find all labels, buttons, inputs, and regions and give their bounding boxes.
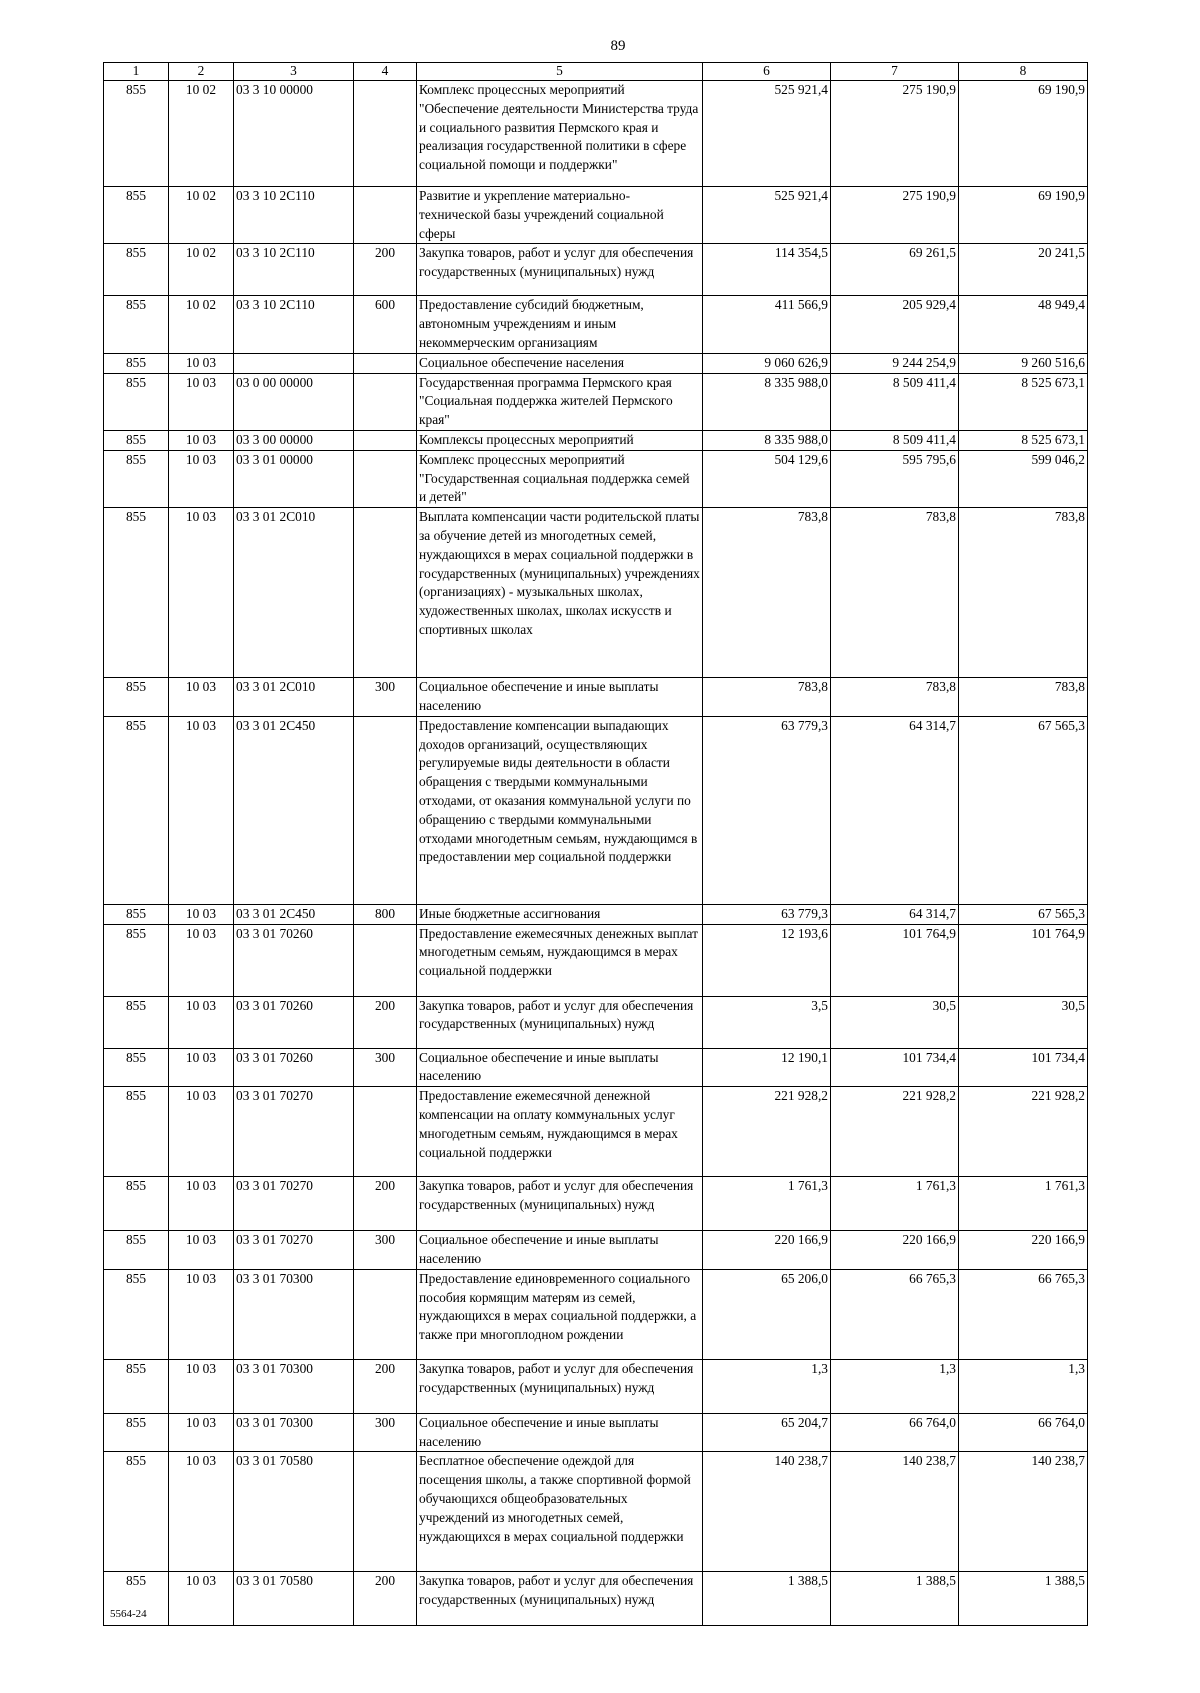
cell-expense-type: 200 [354, 244, 417, 296]
cell-admin-code: 855 [104, 1231, 169, 1270]
cell-target-article: 03 3 01 70260 [234, 924, 354, 996]
cell-description: Развитие и укрепление материально-технической базы учреждений социальной сферы [417, 187, 703, 244]
cell-amount-col6: 140 238,7 [703, 1452, 831, 1572]
table-row [104, 244, 1088, 296]
cell-admin-code: 855 [104, 296, 169, 353]
column-header: 6 [703, 63, 831, 81]
cell-amount-col8: 220 166,9 [959, 1231, 1088, 1270]
table-row [104, 1048, 1088, 1087]
cell-amount-col7: 595 795,6 [831, 450, 959, 507]
cell-amount-col6: 65 204,7 [703, 1413, 831, 1452]
cell-amount-col7: 275 190,9 [831, 81, 959, 187]
cell-amount-col8: 140 238,7 [959, 1452, 1088, 1572]
cell-target-article: 03 3 10 00000 [234, 81, 354, 187]
cell-amount-col7: 1,3 [831, 1359, 959, 1413]
cell-section-code: 10 03 [169, 353, 234, 373]
cell-section-code: 10 03 [169, 373, 234, 430]
cell-amount-col6: 12 190,1 [703, 1048, 831, 1087]
table-header-row [104, 63, 1088, 81]
cell-expense-type [354, 187, 417, 244]
table-row [104, 1087, 1088, 1177]
cell-amount-col7: 783,8 [831, 508, 959, 678]
cell-expense-type [354, 81, 417, 187]
cell-section-code: 10 03 [169, 1269, 234, 1359]
cell-target-article: 03 3 01 70270 [234, 1231, 354, 1270]
cell-amount-col6: 504 129,6 [703, 450, 831, 507]
cell-amount-col8: 8 525 673,1 [959, 430, 1088, 450]
cell-amount-col8: 1,3 [959, 1359, 1088, 1413]
cell-admin-code: 855 [104, 373, 169, 430]
cell-target-article: 03 3 01 2С010 [234, 508, 354, 678]
cell-target-article: 03 0 00 00000 [234, 373, 354, 430]
table-row [104, 924, 1088, 996]
cell-admin-code: 855 [104, 81, 169, 187]
cell-description: Предоставление компенсации выпадающих доходов организаций, осуществляющих регулируемые виды деятельности в области обращения с твердыми коммунальными отходами, от оказания коммунальной услуги по обращению с твердыми коммунальными отходами многодетным семьям, нуждающимся в предоставлении мер социальной поддержки [417, 716, 703, 904]
cell-admin-code: 855 [104, 678, 169, 717]
table-row [104, 450, 1088, 507]
cell-amount-col6: 525 921,4 [703, 81, 831, 187]
cell-description: Социальное обеспечение населения [417, 353, 703, 373]
column-header: 1 [104, 63, 169, 81]
cell-amount-col6: 1,3 [703, 1359, 831, 1413]
cell-amount-col8: 69 190,9 [959, 187, 1088, 244]
cell-admin-code: 855 [104, 1359, 169, 1413]
cell-expense-type [354, 1087, 417, 1177]
cell-admin-code: 855 [104, 1413, 169, 1452]
cell-description: Комплекс процессных мероприятий "Обеспечение деятельности Министерства труда и социального развития Пермского края и реализация государственной политики в сфере социальной помощи и поддержки" [417, 81, 703, 187]
cell-admin-code: 855 [104, 508, 169, 678]
cell-section-code: 10 02 [169, 81, 234, 187]
cell-description: Закупка товаров, работ и услуг для обеспечения государственных (муниципальных) нужд [417, 1359, 703, 1413]
column-header: 4 [354, 63, 417, 81]
cell-amount-col8: 1 388,5 [959, 1572, 1088, 1626]
cell-description: Бесплатное обеспечение одеждой для посещения школы, а также спортивной формой обучающихся общеобразовательных учреждений из многодетных семей, нуждающихся в мерах социальной поддержки [417, 1452, 703, 1572]
cell-amount-col6: 8 335 988,0 [703, 430, 831, 450]
cell-amount-col6: 3,5 [703, 996, 831, 1048]
cell-target-article: 03 3 10 2С110 [234, 296, 354, 353]
table-row [104, 187, 1088, 244]
cell-amount-col7: 783,8 [831, 678, 959, 717]
cell-description: Комплексы процессных мероприятий [417, 430, 703, 450]
cell-amount-col7: 64 314,7 [831, 716, 959, 904]
cell-amount-col6: 9 060 626,9 [703, 353, 831, 373]
cell-admin-code: 855 [104, 1048, 169, 1087]
column-header: 5 [417, 63, 703, 81]
cell-amount-col6: 1 388,5 [703, 1572, 831, 1626]
cell-amount-col8: 66 764,0 [959, 1413, 1088, 1452]
cell-amount-col7: 8 509 411,4 [831, 430, 959, 450]
cell-amount-col8: 67 565,3 [959, 716, 1088, 904]
cell-description: Предоставление ежемесячных денежных выплат многодетным семьям, нуждающимся в мерах социальной поддержки [417, 924, 703, 996]
cell-admin-code: 855 [104, 430, 169, 450]
cell-expense-type [354, 430, 417, 450]
cell-amount-col7: 205 929,4 [831, 296, 959, 353]
cell-section-code: 10 03 [169, 1359, 234, 1413]
cell-section-code: 10 03 [169, 1048, 234, 1087]
cell-description: Социальное обеспечение и иные выплаты населению [417, 678, 703, 717]
cell-target-article: 03 3 00 00000 [234, 430, 354, 450]
cell-target-article: 03 3 01 70270 [234, 1177, 354, 1231]
column-header: 8 [959, 63, 1088, 81]
cell-expense-type [354, 508, 417, 678]
table-row [104, 904, 1088, 924]
cell-amount-col6: 63 779,3 [703, 716, 831, 904]
cell-amount-col7: 9 244 254,9 [831, 353, 959, 373]
cell-description: Выплата компенсации части родительской платы за обучение детей из многодетных семей, нуждающихся в мерах социальной поддержки в государственных (муниципальных) учреждениях (организациях) - музыкальных школах, художественных школах, школах искусств и спортивных школах [417, 508, 703, 678]
table-row [104, 373, 1088, 430]
cell-target-article: 03 3 01 70260 [234, 1048, 354, 1087]
table-row [104, 508, 1088, 678]
cell-amount-col6: 65 206,0 [703, 1269, 831, 1359]
cell-section-code: 10 03 [169, 450, 234, 507]
cell-target-article: 03 3 01 2С010 [234, 678, 354, 717]
cell-expense-type [354, 716, 417, 904]
cell-amount-col8: 1 761,3 [959, 1177, 1088, 1231]
cell-expense-type: 300 [354, 1413, 417, 1452]
cell-section-code: 10 03 [169, 924, 234, 996]
cell-expense-type: 200 [354, 1359, 417, 1413]
cell-target-article: 03 3 10 2С110 [234, 187, 354, 244]
page-number: 89 [610, 38, 626, 54]
cell-section-code: 10 02 [169, 187, 234, 244]
cell-section-code: 10 03 [169, 1413, 234, 1452]
cell-amount-col7: 64 314,7 [831, 904, 959, 924]
cell-amount-col8: 101 734,4 [959, 1048, 1088, 1087]
cell-section-code: 10 03 [169, 1087, 234, 1177]
cell-amount-col8: 9 260 516,6 [959, 353, 1088, 373]
cell-section-code: 10 03 [169, 508, 234, 678]
cell-description: Социальное обеспечение и иные выплаты населению [417, 1231, 703, 1270]
cell-description: Закупка товаров, работ и услуг для обеспечения государственных (муниципальных) нужд [417, 1177, 703, 1231]
cell-admin-code: 855 [104, 1177, 169, 1231]
cell-amount-col8: 20 241,5 [959, 244, 1088, 296]
cell-amount-col6: 783,8 [703, 508, 831, 678]
cell-description: Государственная программа Пермского края "Социальная поддержка жителей Пермского края" [417, 373, 703, 430]
cell-admin-code: 855 [104, 1269, 169, 1359]
cell-amount-col7: 66 764,0 [831, 1413, 959, 1452]
footer-document-code: 5564-24 [110, 1608, 147, 1620]
cell-section-code: 10 03 [169, 678, 234, 717]
table-row [104, 1177, 1088, 1231]
cell-expense-type: 200 [354, 1572, 417, 1626]
cell-target-article: 03 3 10 2С110 [234, 244, 354, 296]
cell-expense-type: 200 [354, 996, 417, 1048]
cell-admin-code: 855 [104, 716, 169, 904]
cell-description: Предоставление субсидий бюджетным, автономным учреждениям и иным некоммерческим организациям [417, 296, 703, 353]
cell-admin-code: 855 [104, 353, 169, 373]
table-body [104, 81, 1088, 1626]
cell-target-article: 03 3 01 70580 [234, 1572, 354, 1626]
table-row [104, 1413, 1088, 1452]
cell-target-article: 03 3 01 70270 [234, 1087, 354, 1177]
cell-amount-col7: 101 734,4 [831, 1048, 959, 1087]
column-header: 3 [234, 63, 354, 81]
cell-amount-col7: 221 928,2 [831, 1087, 959, 1177]
cell-admin-code: 855 [104, 996, 169, 1048]
cell-amount-col8: 66 765,3 [959, 1269, 1088, 1359]
cell-amount-col7: 140 238,7 [831, 1452, 959, 1572]
cell-amount-col8: 8 525 673,1 [959, 373, 1088, 430]
cell-description: Закупка товаров, работ и услуг для обеспечения государственных (муниципальных) нужд [417, 244, 703, 296]
cell-description: Предоставление единовременного социального пособия кормящим матерям из семей, нуждающихся в мерах социальной поддержки, а также при многоплодном рождении [417, 1269, 703, 1359]
cell-admin-code: 855 [104, 187, 169, 244]
cell-amount-col7: 69 261,5 [831, 244, 959, 296]
cell-description: Закупка товаров, работ и услуг для обеспечения государственных (муниципальных) нужд [417, 1572, 703, 1626]
cell-expense-type: 300 [354, 1231, 417, 1270]
cell-description: Закупка товаров, работ и услуг для обеспечения государственных (муниципальных) нужд [417, 996, 703, 1048]
table-row [104, 296, 1088, 353]
cell-amount-col8: 67 565,3 [959, 904, 1088, 924]
cell-section-code: 10 03 [169, 1177, 234, 1231]
cell-expense-type: 300 [354, 678, 417, 717]
cell-amount-col7: 1 388,5 [831, 1572, 959, 1626]
cell-description: Комплекс процессных мероприятий "Государственная социальная поддержка семей и детей" [417, 450, 703, 507]
cell-target-article: 03 3 01 70300 [234, 1269, 354, 1359]
cell-admin-code: 855 [104, 450, 169, 507]
cell-admin-code: 855 [104, 1452, 169, 1572]
cell-section-code: 10 03 [169, 1231, 234, 1270]
cell-amount-col7: 1 761,3 [831, 1177, 959, 1231]
cell-amount-col6: 12 193,6 [703, 924, 831, 996]
cell-description: Социальное обеспечение и иные выплаты населению [417, 1048, 703, 1087]
cell-admin-code: 855 [104, 924, 169, 996]
cell-admin-code: 855 [104, 904, 169, 924]
cell-expense-type: 600 [354, 296, 417, 353]
cell-amount-col7: 220 166,9 [831, 1231, 959, 1270]
cell-amount-col8: 69 190,9 [959, 81, 1088, 187]
table-row [104, 430, 1088, 450]
table-row [104, 81, 1088, 187]
cell-amount-col7: 8 509 411,4 [831, 373, 959, 430]
cell-admin-code: 855 [104, 244, 169, 296]
cell-amount-col7: 66 765,3 [831, 1269, 959, 1359]
column-header: 7 [831, 63, 959, 81]
table-row [104, 1572, 1088, 1626]
cell-amount-col8: 30,5 [959, 996, 1088, 1048]
cell-amount-col8: 101 764,9 [959, 924, 1088, 996]
cell-expense-type: 200 [354, 1177, 417, 1231]
cell-expense-type [354, 353, 417, 373]
cell-expense-type: 800 [354, 904, 417, 924]
cell-target-article: 03 3 01 00000 [234, 450, 354, 507]
table-row [104, 678, 1088, 717]
cell-amount-col6: 1 761,3 [703, 1177, 831, 1231]
cell-section-code: 10 03 [169, 716, 234, 904]
cell-expense-type [354, 450, 417, 507]
cell-section-code: 10 03 [169, 1572, 234, 1626]
table-row [104, 1359, 1088, 1413]
table-row [104, 1231, 1088, 1270]
table-row [104, 716, 1088, 904]
cell-section-code: 10 03 [169, 1452, 234, 1572]
cell-amount-col6: 525 921,4 [703, 187, 831, 244]
cell-target-article: 03 3 01 2С450 [234, 716, 354, 904]
cell-description: Социальное обеспечение и иные выплаты населению [417, 1413, 703, 1452]
cell-amount-col6: 220 166,9 [703, 1231, 831, 1270]
budget-table [103, 62, 1088, 1626]
cell-amount-col6: 8 335 988,0 [703, 373, 831, 430]
cell-amount-col6: 411 566,9 [703, 296, 831, 353]
cell-amount-col7: 101 764,9 [831, 924, 959, 996]
cell-section-code: 10 03 [169, 904, 234, 924]
table-row [104, 353, 1088, 373]
table-row [104, 1269, 1088, 1359]
cell-target-article: 03 3 01 70300 [234, 1359, 354, 1413]
cell-amount-col6: 221 928,2 [703, 1087, 831, 1177]
cell-expense-type [354, 1269, 417, 1359]
column-header: 2 [169, 63, 234, 81]
cell-target-article: 03 3 01 2С450 [234, 904, 354, 924]
cell-expense-type: 300 [354, 1048, 417, 1087]
cell-target-article: 03 3 01 70580 [234, 1452, 354, 1572]
cell-description: Предоставление ежемесячной денежной компенсации на оплату коммунальных услуг многодетным семьям, нуждающимся в мерах социальной поддержки [417, 1087, 703, 1177]
cell-section-code: 10 02 [169, 244, 234, 296]
cell-target-article: 03 3 01 70260 [234, 996, 354, 1048]
cell-amount-col8: 221 928,2 [959, 1087, 1088, 1177]
cell-amount-col7: 30,5 [831, 996, 959, 1048]
cell-admin-code: 855 [104, 1087, 169, 1177]
cell-section-code: 10 03 [169, 430, 234, 450]
cell-amount-col7: 275 190,9 [831, 187, 959, 244]
cell-expense-type [354, 924, 417, 996]
cell-expense-type [354, 1452, 417, 1572]
cell-amount-col6: 63 779,3 [703, 904, 831, 924]
table-row [104, 1452, 1088, 1572]
cell-admin-code: 855 [104, 1572, 169, 1626]
cell-section-code: 10 03 [169, 996, 234, 1048]
cell-target-article: 03 3 01 70300 [234, 1413, 354, 1452]
cell-section-code: 10 02 [169, 296, 234, 353]
cell-amount-col8: 783,8 [959, 678, 1088, 717]
cell-expense-type [354, 373, 417, 430]
cell-amount-col8: 599 046,2 [959, 450, 1088, 507]
cell-amount-col6: 783,8 [703, 678, 831, 717]
cell-amount-col6: 114 354,5 [703, 244, 831, 296]
cell-description: Иные бюджетные ассигнования [417, 904, 703, 924]
cell-target-article [234, 353, 354, 373]
cell-amount-col8: 783,8 [959, 508, 1088, 678]
cell-amount-col8: 48 949,4 [959, 296, 1088, 353]
table-row [104, 996, 1088, 1048]
